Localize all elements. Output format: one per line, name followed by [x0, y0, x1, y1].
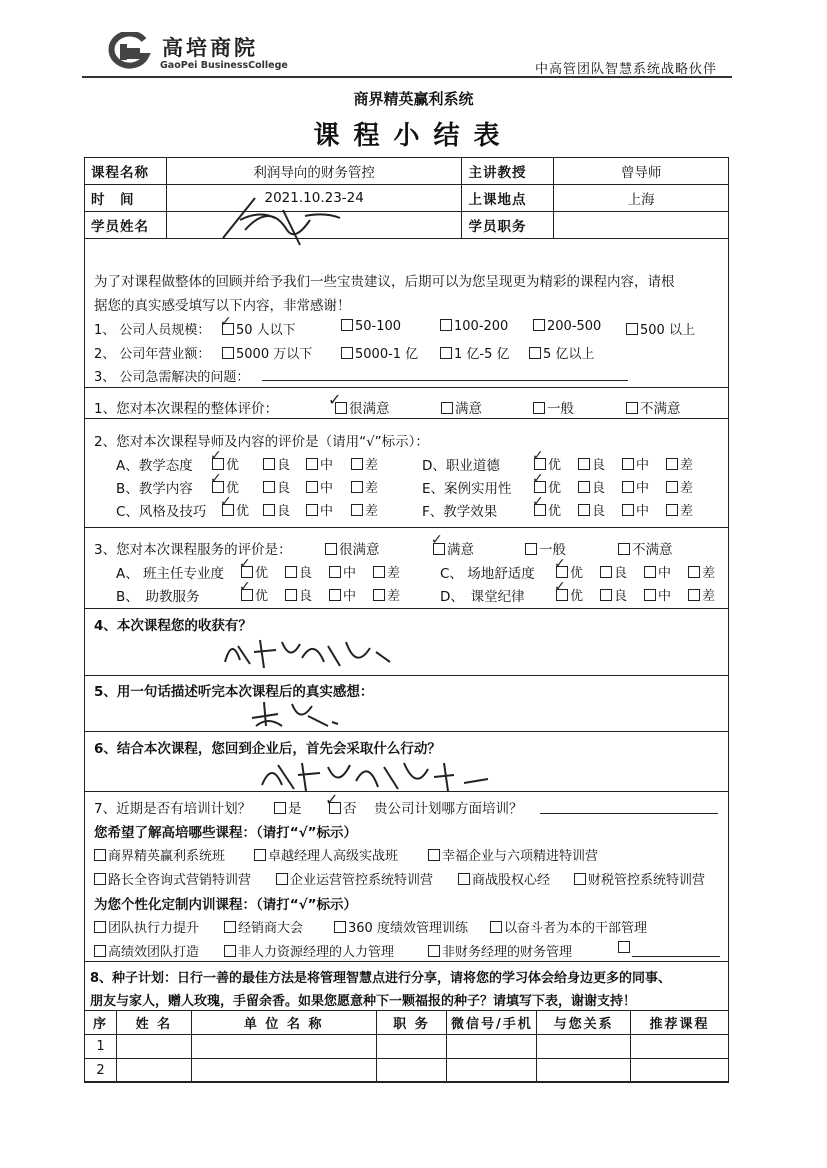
gaopei-logo-icon — [100, 32, 152, 70]
table-row — [85, 1035, 729, 1059]
checkbox-icon[interactable] — [329, 566, 341, 578]
course-option[interactable]: 商战股权心经 — [458, 869, 550, 888]
header-divider — [82, 76, 732, 78]
checkbox-icon[interactable] — [341, 319, 353, 331]
grade-option[interactable]: 优 — [556, 585, 583, 604]
cell-course[interactable] — [631, 1059, 729, 1083]
custom-course-option[interactable]: 经销商大会 — [224, 917, 303, 936]
q2-option-1[interactable]: 5000 万以下 — [222, 343, 312, 362]
grade-option[interactable]: 中 — [644, 585, 671, 604]
q2-option-3[interactable]: 1 亿-5 亿 — [440, 343, 510, 362]
checkbox-icon[interactable] — [533, 319, 545, 331]
overall-option-4[interactable]: 不满意 — [626, 397, 681, 417]
checkbox-icon[interactable] — [334, 921, 346, 933]
overall-option-3[interactable]: 一般 — [533, 397, 574, 417]
service-option-4[interactable]: 不满意 — [618, 538, 673, 558]
grade-option[interactable]: 良 — [263, 500, 290, 519]
handwritten-signature-icon — [215, 190, 345, 250]
q3-label: 3、 公司急需解决的问题： — [94, 370, 250, 385]
service-option-2[interactable]: 满意 — [433, 538, 474, 558]
grade-option[interactable]: 良 — [285, 562, 312, 581]
checkbox-icon[interactable] — [263, 481, 275, 493]
checkbox-icon[interactable] — [600, 566, 612, 578]
checkbox-icon[interactable] — [529, 347, 541, 359]
q4-label: 4、本次课程您的收获有？ — [94, 618, 252, 634]
venue-value[interactable]: 上海 — [554, 185, 729, 212]
q1-option-1[interactable]: 50 人以下 — [222, 319, 296, 338]
eval-item-a: A、教学态度 — [116, 458, 193, 474]
grade-option[interactable]: 中 — [329, 585, 356, 604]
cell-company[interactable] — [191, 1035, 376, 1059]
handwritten-answer-icon — [258, 755, 498, 795]
checkbox-icon[interactable] — [373, 566, 385, 578]
checkbox-icon[interactable] — [274, 802, 286, 814]
checkbox-icon[interactable] — [622, 481, 634, 493]
checkmark-icon: ✓ — [554, 556, 566, 572]
cell-relation[interactable] — [537, 1035, 631, 1059]
checkbox-icon[interactable] — [666, 458, 678, 470]
checkmark-icon: ✓ — [532, 471, 544, 487]
grade-option[interactable]: 差 — [373, 585, 400, 604]
time-label: 时 间 — [85, 185, 167, 212]
q7-label: 7、近期是否有培训计划？ — [94, 801, 252, 817]
checkbox-icon[interactable] — [578, 504, 590, 516]
checkbox-icon[interactable] — [574, 873, 586, 885]
grade-option[interactable]: 中 — [306, 500, 333, 519]
grade-option[interactable]: 优 — [534, 454, 561, 473]
checkmark-icon: ✓ — [532, 494, 544, 510]
section-divider — [84, 731, 729, 732]
eval-item-c: C、风格及技巧 — [116, 504, 207, 520]
checkbox-icon[interactable] — [329, 589, 341, 601]
handwritten-answer-icon — [220, 632, 400, 672]
overall-label: 1、您对本次课程的整体评价： — [94, 401, 279, 417]
venue-label: 上课地点 — [462, 185, 554, 212]
q2-option-4[interactable]: 5 亿以上 — [529, 343, 594, 362]
checkbox-icon[interactable] — [440, 347, 452, 359]
checkbox-icon[interactable] — [688, 589, 700, 601]
grade-option[interactable]: 优 — [212, 454, 239, 473]
checkbox-icon[interactable] — [325, 543, 337, 555]
q7-direction-line[interactable] — [540, 813, 718, 814]
checkbox-icon[interactable] — [644, 566, 656, 578]
course-option[interactable]: 幸福企业与六项精进特训营 — [428, 845, 598, 864]
row-index: 1 — [85, 1035, 117, 1059]
checkbox-icon[interactable] — [94, 873, 106, 885]
checkmark-icon: ✓ — [220, 314, 232, 330]
grade-option[interactable]: 优 — [556, 562, 583, 581]
section-divider — [84, 387, 729, 388]
grade-option[interactable]: 中 — [622, 454, 649, 473]
q7-direction-label: 贵公司计划哪方面培训？ — [374, 801, 523, 817]
checkbox-icon[interactable] — [441, 402, 453, 414]
checkbox-icon[interactable] — [306, 458, 318, 470]
service-eval-label: 3、您对本次课程服务的评价是： — [94, 542, 292, 558]
grade-option[interactable]: 良 — [578, 500, 605, 519]
checkmark-icon: ✓ — [325, 790, 339, 809]
course-option[interactable]: 企业运营管控系统特训营 — [276, 869, 433, 888]
courses-label: 您希望了解高培哪些课程：（请打“√”标示） — [94, 825, 357, 841]
service-item-c: C、 场地舒适度 — [440, 566, 535, 582]
q8-line-2: 朋友与家人，赠人玫瑰，手留余香。如果您愿意种下一颗福报的种子？请填写下表，谢谢支持！ — [90, 994, 637, 1009]
logo-english-name: GaoPei BusinessCollege — [160, 60, 288, 71]
service-item-b: B、 助教服务 — [116, 589, 200, 605]
grade-option[interactable]: 中 — [622, 477, 649, 496]
q1-option-3[interactable]: 100-200 — [440, 319, 508, 334]
checkbox-icon[interactable] — [440, 319, 452, 331]
service-option-1[interactable]: 很满意 — [325, 538, 380, 558]
q6-label: 6、结合本次课程，您回到企业后，首先会采取什么行动？ — [94, 741, 441, 757]
grade-option[interactable]: 良 — [578, 454, 605, 473]
section-divider — [84, 961, 729, 962]
checkbox-icon[interactable] — [254, 849, 266, 861]
grade-option[interactable]: 优 — [534, 477, 561, 496]
grade-option[interactable]: 差 — [666, 454, 693, 473]
section-divider — [84, 527, 729, 528]
row-index: 2 — [85, 1059, 117, 1083]
grade-option[interactable]: 差 — [351, 454, 378, 473]
q8-line-1: 8、种子计划：日行一善的最佳方法是将管理智慧点进行分享，请将您的学习体会给身边更多的同事、 — [90, 971, 672, 986]
q5-label: 5、用一句话描述听完本次课程后的真实感想： — [94, 684, 374, 700]
col-header-relation: 与您关系 — [537, 1011, 631, 1035]
grade-option[interactable]: 差 — [688, 562, 715, 581]
grade-option[interactable]: 差 — [351, 477, 378, 496]
grade-option[interactable]: 差 — [351, 500, 378, 519]
grade-option[interactable]: 中 — [329, 562, 356, 581]
checkbox-icon[interactable] — [458, 873, 470, 885]
grade-option[interactable]: 中 — [306, 454, 333, 473]
grade-option[interactable]: 优 — [534, 500, 561, 519]
checkbox-icon[interactable] — [276, 873, 288, 885]
checkmark-icon: ✓ — [239, 556, 251, 572]
service-option-3[interactable]: 一般 — [525, 538, 566, 558]
checkbox-icon[interactable] — [428, 849, 440, 861]
teacher-eval-label: 2、您对本次课程导师及内容的评价是（请用“√”标示）： — [94, 434, 429, 450]
course-option[interactable]: 财税管控系统特训营 — [574, 869, 705, 888]
checkbox-icon[interactable] — [94, 945, 106, 957]
lecturer-value[interactable]: 曾导师 — [554, 158, 729, 185]
grade-option[interactable]: 良 — [578, 477, 605, 496]
grade-option[interactable]: 优 — [241, 562, 268, 581]
section-divider — [84, 675, 729, 676]
col-header-name: 姓 名 — [116, 1011, 191, 1035]
checkbox-icon[interactable] — [263, 458, 275, 470]
checkbox-icon[interactable] — [263, 504, 275, 516]
checkmark-icon: ✓ — [532, 448, 544, 464]
tagline: 中高管团队智慧系统战略伙伴 — [535, 62, 718, 77]
grade-option[interactable]: 优 — [212, 477, 239, 496]
col-header-course: 推荐课程 — [631, 1011, 729, 1035]
col-header-index: 序 — [85, 1011, 117, 1035]
checkmark-icon: ✓ — [554, 579, 566, 595]
eval-item-b: B、教学内容 — [116, 481, 193, 497]
eval-item-f: F、教学效果 — [422, 504, 498, 520]
checkbox-icon[interactable] — [525, 543, 537, 555]
grade-option[interactable]: 良 — [285, 585, 312, 604]
cell-title[interactable] — [376, 1059, 447, 1083]
overall-option-1[interactable]: 很满意 — [335, 397, 390, 417]
checkbox-icon[interactable] — [644, 589, 656, 601]
checkbox-icon[interactable] — [578, 458, 590, 470]
col-header-contact: 微信号/手机 — [447, 1011, 537, 1035]
checkbox-icon[interactable] — [622, 504, 634, 516]
cell-relation[interactable] — [537, 1059, 631, 1083]
grade-option[interactable]: 良 — [600, 585, 627, 604]
checkbox-icon[interactable] — [224, 921, 236, 933]
table-row — [85, 1059, 729, 1083]
checkbox-icon[interactable] — [618, 543, 630, 555]
checkbox-icon[interactable] — [666, 504, 678, 516]
checkbox-icon[interactable] — [285, 589, 297, 601]
checkmark-icon: ✓ — [431, 532, 443, 548]
cell-title[interactable] — [376, 1035, 447, 1059]
checkbox-icon[interactable] — [351, 458, 363, 470]
checkmark-icon: ✓ — [210, 448, 222, 464]
custom-course-other-line[interactable] — [632, 956, 720, 957]
custom-course-option[interactable]: 以奋斗者为本的干部管理 — [490, 917, 647, 936]
student-position-label: 学员职务 — [462, 212, 554, 239]
overall-option-2[interactable]: 满意 — [441, 397, 482, 417]
col-header-company: 单 位 名 称 — [191, 1011, 376, 1035]
q1-label: 1、 公司人员规模： — [94, 323, 211, 338]
q2-label: 2、 公司年营业额： — [94, 347, 211, 362]
section-divider — [84, 418, 729, 419]
lecturer-label: 主讲教授 — [462, 158, 554, 185]
system-title: 商界精英赢利系统 — [353, 90, 474, 108]
course-option[interactable]: 卓越经理人高级实战班 — [254, 845, 398, 864]
intro-line-1: 为了对课程做整体的回顾并给予我们一些宝贵建议，后期可以为您呈现更为精彩的课程内容，请根 — [94, 274, 675, 290]
grade-option[interactable]: 中 — [306, 477, 333, 496]
custom-course-option[interactable]: 非财务经理的财务管理 — [428, 941, 572, 960]
checkbox-icon[interactable] — [600, 589, 612, 601]
cell-contact[interactable] — [447, 1059, 537, 1083]
q7-no-option[interactable]: 否 — [329, 797, 357, 817]
custom-course-option[interactable]: 高绩效团队打造 — [94, 941, 199, 960]
cell-company[interactable] — [191, 1059, 376, 1083]
checkbox-icon[interactable] — [533, 402, 545, 414]
q2-option-2[interactable]: 5000-1 亿 — [341, 343, 418, 362]
grade-option[interactable]: 差 — [688, 585, 715, 604]
cell-name[interactable] — [116, 1035, 191, 1059]
checkbox-icon[interactable] — [622, 458, 634, 470]
grade-option[interactable]: 良 — [263, 477, 290, 496]
checkbox-icon[interactable] — [341, 347, 353, 359]
custom-course-option[interactable]: 360 度绩效管理训练 — [334, 917, 468, 936]
grade-option[interactable]: 优 — [222, 500, 249, 519]
cell-name[interactable] — [116, 1059, 191, 1083]
checkmark-icon: ✓ — [210, 471, 222, 487]
checkbox-icon[interactable] — [285, 566, 297, 578]
eval-item-d: D、职业道德 — [422, 458, 500, 474]
q3-answer-line[interactable] — [262, 380, 628, 381]
logo-chinese-name: 高培商院 — [162, 35, 258, 60]
form-title: 课程小结表 — [313, 121, 514, 151]
checkbox-icon[interactable] — [428, 945, 440, 957]
q7-yes-option[interactable]: 是 — [274, 797, 302, 817]
grade-option[interactable]: 中 — [644, 562, 671, 581]
q1-option-5[interactable]: 500 以上 — [626, 319, 695, 338]
intro-line-2: 据您的真实感受填写以下内容，非常感谢！ — [94, 298, 351, 314]
grade-option[interactable]: 良 — [263, 454, 290, 473]
checkbox-icon[interactable] — [306, 481, 318, 493]
grade-option[interactable]: 差 — [666, 477, 693, 496]
checkbox-icon[interactable] — [222, 347, 234, 359]
custom-course-option[interactable]: 非人力资源经理的人力管理 — [224, 941, 394, 960]
checkbox-icon[interactable] — [306, 504, 318, 516]
student-position-value[interactable] — [554, 212, 729, 239]
service-item-a: A、 班主任专业度 — [116, 566, 225, 582]
checkmark-icon: ✓ — [328, 390, 342, 409]
grade-option[interactable]: 优 — [241, 585, 268, 604]
cell-course[interactable] — [631, 1035, 729, 1059]
grade-option[interactable]: 差 — [666, 500, 693, 519]
checkbox-icon[interactable] — [688, 566, 700, 578]
handwritten-answer-icon — [248, 696, 348, 730]
service-item-d: D、 课堂纪律 — [440, 589, 525, 605]
course-name-value[interactable]: 利润导向的财务管控 — [166, 158, 462, 185]
eval-item-e: E、案例实用性 — [422, 481, 512, 497]
grade-option[interactable]: 中 — [622, 500, 649, 519]
custom-course-other-option[interactable] — [618, 941, 632, 956]
grade-option[interactable]: 差 — [373, 562, 400, 581]
checkbox-icon[interactable] — [351, 481, 363, 493]
time-value[interactable]: 2021.10.23-24 — [166, 185, 462, 212]
grade-option[interactable]: 良 — [600, 562, 627, 581]
checkbox-icon[interactable] — [626, 402, 638, 414]
checkbox-icon[interactable] — [626, 323, 638, 335]
course-option[interactable]: 路长全咨询式营销特训营 — [94, 869, 251, 888]
checkbox-icon[interactable] — [94, 849, 106, 861]
cell-contact[interactable] — [447, 1035, 537, 1059]
course-name-label: 课程名称 — [85, 158, 167, 185]
referral-table — [84, 1010, 729, 1083]
custom-course-option[interactable]: 团队执行力提升 — [94, 917, 199, 936]
q1-option-4[interactable]: 200-500 — [533, 319, 601, 334]
custom-courses-label: 为您个性化定制内训课程：（请打“√”标示） — [94, 897, 357, 913]
checkbox-icon[interactable] — [224, 945, 236, 957]
course-info-table — [84, 157, 729, 239]
checkbox-icon[interactable] — [351, 504, 363, 516]
checkbox-icon[interactable] — [618, 941, 630, 953]
checkbox-icon[interactable] — [94, 921, 106, 933]
student-name-label: 学员姓名 — [85, 212, 167, 239]
checkmark-icon: ✓ — [239, 579, 251, 595]
checkbox-icon[interactable] — [373, 589, 385, 601]
section-divider — [84, 608, 729, 609]
checkbox-icon[interactable] — [578, 481, 590, 493]
col-header-title: 职 务 — [376, 1011, 447, 1035]
checkbox-icon[interactable] — [490, 921, 502, 933]
q1-option-2[interactable]: 50-100 — [341, 319, 401, 334]
checkmark-icon: ✓ — [220, 494, 232, 510]
course-option[interactable]: 商界精英赢利系统班 — [94, 845, 225, 864]
checkbox-icon[interactable] — [666, 481, 678, 493]
